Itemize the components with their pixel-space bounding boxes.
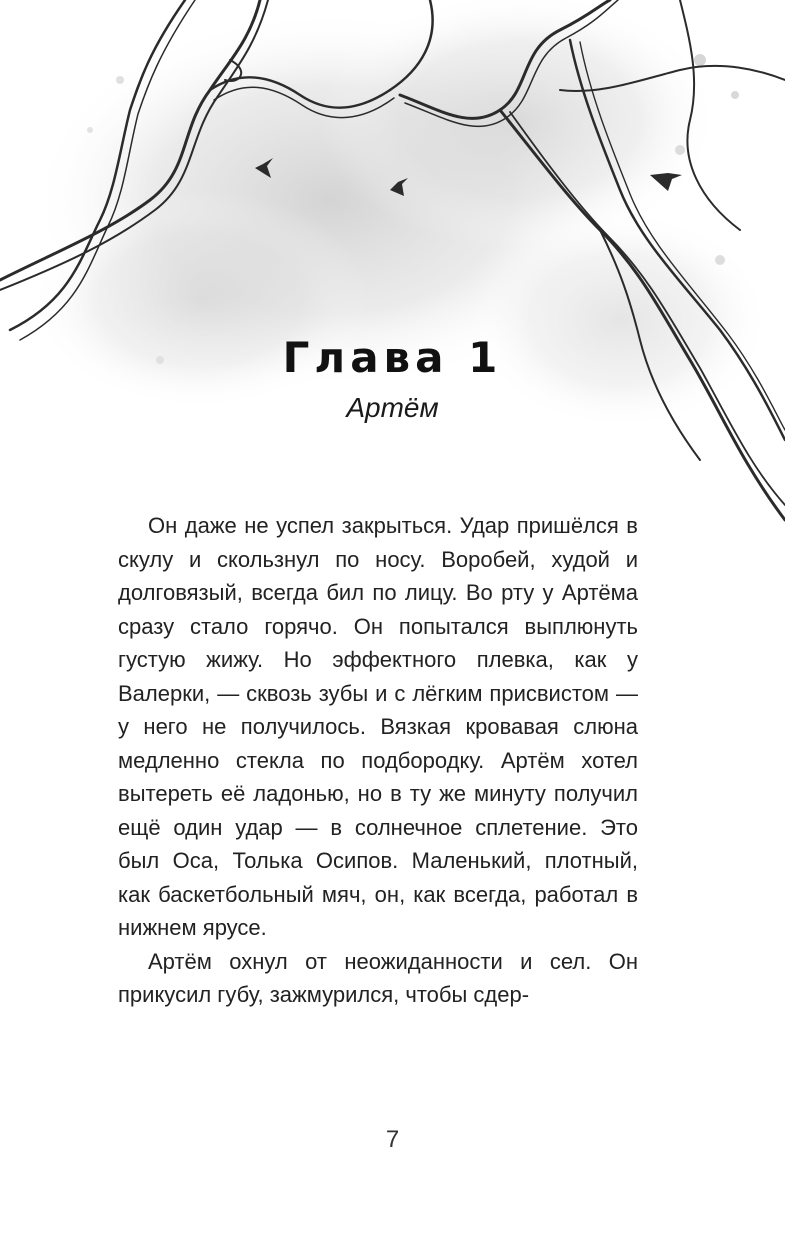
page-number: 7: [385, 1126, 400, 1153]
paragraph: Он даже не успел закрыться. Удар пришёлся в скулу и скользнул по носу. Воробей, худой и долговязый, всегда бил по лицу. Во рту у Артёма сразу стало горячо. Он попытался выплюнуть густую жижу. Но эффектного плевка, как у Валерки, — сквозь зубы и с лёгким присвистом — у него не получилось. Вязкая кровавая слюна медленно стекла по подбородку. Артём хотел вытереть её ладонью, но в ту же минуту получил ещё один удар — в солнечное сплетение. Это был Оса, Толька Осипов. Маленький, плотный, как баскетбольный мяч, он, как всегда, работал в нижнем ярусе.: [118, 513, 638, 940]
chapter-label: Глава 1: [282, 333, 503, 382]
chapter-heading: [0, 330, 785, 426]
chapter-title: Артём: [346, 392, 439, 423]
vine-illustration: [0, 0, 785, 540]
paragraph: Артём охнул от неожиданности и сел. Он прикусил губу, зажмурился, чтобы сдер-: [118, 948, 638, 1007]
body-text: [118, 509, 638, 1012]
